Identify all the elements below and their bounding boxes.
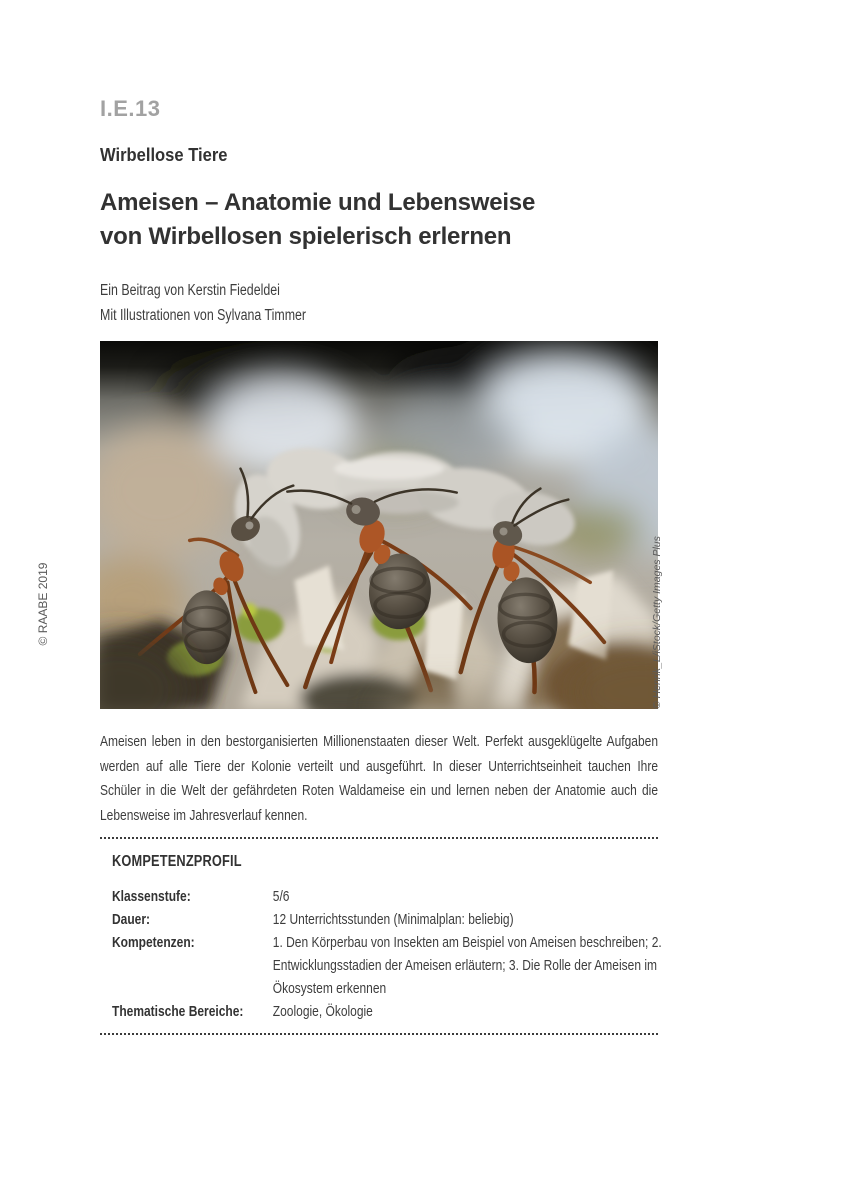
profile-row-value: 1. Den Körperbau von Insekten am Beispiel von Ameisen beschreiben; 2. Entwicklungsstadien der Ameisen erläutern; 3. Die Rolle der Ameisen im Ökosystem erkennen xyxy=(272,934,662,998)
competence-profile-box xyxy=(100,837,662,1035)
photo-credit: © Henrik_L/iStock/Getty Images Plus xyxy=(651,536,663,709)
content-column xyxy=(100,0,663,1035)
doc-code: I.E.13 xyxy=(100,96,161,121)
profile-row-value: 5/6 xyxy=(272,888,290,906)
profile-heading: KOMPETENZPROFIL xyxy=(112,853,242,871)
series-title: Wirbellose Tiere xyxy=(100,145,228,165)
page-title-line1: Ameisen – Anatomie und Lebensweise xyxy=(100,189,536,216)
profile-row-value: Zoologie, Ökologie xyxy=(272,1003,373,1021)
byline-author: Ein Beitrag von Kerstin Fiedeldei xyxy=(100,282,280,299)
page-title-line2: von Wirbellosen spielerisch erlernen xyxy=(100,223,512,250)
profile-row-label: Kompetenzen: xyxy=(112,934,195,952)
profile-row-label: Dauer: xyxy=(112,911,151,929)
profile-row-label: Thematische Bereiche: xyxy=(112,1003,244,1021)
intro-paragraph: Ameisen leben in den bestorganisierten Millionenstaaten dieser Welt. Perfekt ausgeklügelte Aufgaben werden auf alle Tiere der Kolonie verteilt und ausgeführt. In dieser Unterrichtseinheit tauchen Ihre Schüler in die Welt der gefährdeten Roten Waldameise ein und lernen neben der Anatomie auch die Lebensweise im Jahresverlauf kennen. xyxy=(100,733,658,824)
byline-illustrator: Mit Illustrationen von Sylvana Timmer xyxy=(100,307,307,324)
ants-photo-illustration xyxy=(100,341,658,709)
byline xyxy=(100,278,658,328)
publisher-copyright: © RAABE 2019 xyxy=(36,562,50,646)
profile-row-label: Klassenstufe: xyxy=(112,888,191,906)
ants-photo xyxy=(100,341,663,709)
page-title xyxy=(100,186,658,254)
profile-row-value: 12 Unterrichtsstunden (Minimalplan: beliebig) xyxy=(272,911,514,929)
competence-profile-content xyxy=(100,852,670,1023)
profile-table xyxy=(112,885,670,1023)
